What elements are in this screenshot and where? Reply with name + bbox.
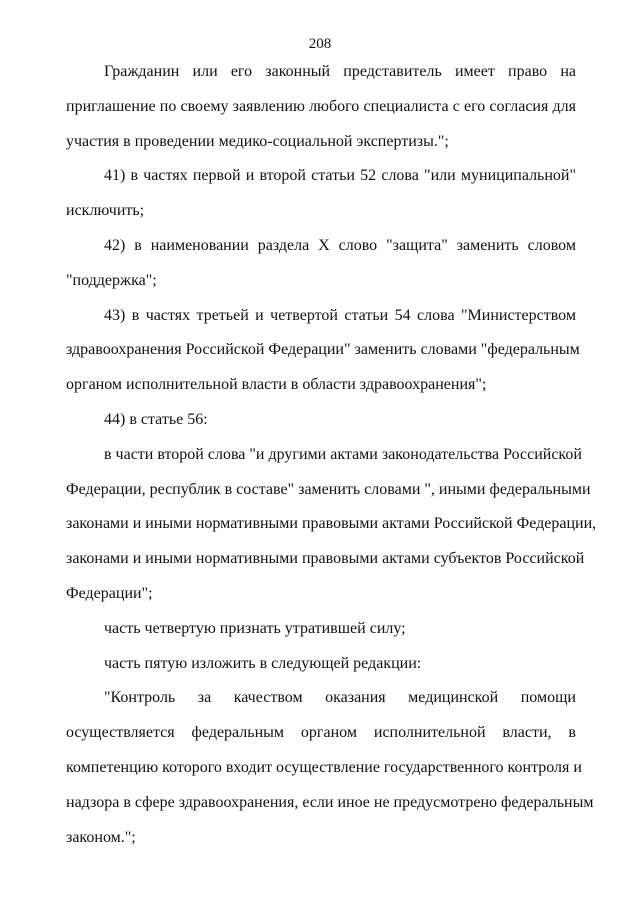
text-line-content: исключить; (66, 202, 145, 220)
text-line (66, 821, 576, 856)
text-line (66, 55, 576, 90)
text-line (66, 159, 576, 194)
text-line-content: часть четвертую признать утратившей силу; (104, 619, 406, 637)
text-line (66, 90, 576, 125)
text-line-content: Федерации, республик в составе" заменить словами ", иными федеральными (66, 480, 591, 498)
text-line-content: органом исполнительной власти в области здравоохранения"; (66, 376, 487, 394)
text-line (66, 264, 576, 299)
text-line-content: в части второй слова "и другими актами законодательства Российской (104, 445, 582, 463)
text-line (66, 368, 576, 403)
text-line-content: участия в проведении медико-социальной экспертизы."; (66, 132, 449, 150)
text-line (66, 194, 576, 229)
text-line-content: "поддержка"; (66, 271, 157, 289)
text-line (66, 542, 585, 577)
text-line (66, 751, 582, 786)
text-line (66, 716, 576, 751)
text-line-content: "Контроль за качеством оказания медицинской помощи (104, 689, 576, 707)
text-line (66, 577, 576, 612)
text-line (66, 125, 576, 160)
text-line-content: Федерации"; (66, 584, 153, 602)
paragraph (66, 438, 597, 612)
text-line-content: надзора в сфере здравоохранения, если иное не предусмотрено федеральным (66, 793, 594, 811)
text-line (66, 333, 580, 368)
text-line-content: законами и иными нормативными правовыми актами Российской Федерации, (66, 515, 597, 533)
paragraph (66, 403, 576, 438)
text-line-content: компетенцию которого входит осуществление государственного контроля и (66, 758, 582, 776)
text-line (66, 786, 594, 821)
paragraph (66, 299, 580, 403)
text-line (66, 438, 582, 473)
text-line-content: Гражданин или его законный представитель имеет право на (104, 63, 576, 80)
text-line-content: 43) в частях третьей и четвертой статьи 54 слова "Министерством (104, 306, 576, 324)
text-line-content: 44) в статье 56: (104, 410, 208, 428)
page-number: 208 (308, 36, 332, 52)
text-line-content: приглашение по своему заявлению любого специалиста с его согласия для (66, 97, 576, 115)
text-line (66, 299, 576, 334)
text-line (66, 612, 576, 647)
paragraph (66, 55, 576, 159)
text-line (66, 507, 597, 542)
paragraph (66, 159, 576, 229)
text-line-content: 42) в наименовании раздела X слово "защита" заменить словом (104, 236, 576, 254)
text-line-content: осуществляется федеральным органом исполнительной власти, в (66, 724, 576, 742)
text-line-content: часть пятую изложить в следующей редакции: (104, 654, 422, 672)
text-line (66, 647, 576, 682)
paragraph (66, 681, 594, 855)
text-line-content: законами и иными нормативными правовыми актами субъектов Российской (66, 550, 585, 568)
text-line-content: здравоохранения Российской Федерации" заменить словами "федеральным (66, 341, 580, 359)
text-line (66, 229, 576, 264)
text-line (66, 403, 576, 438)
paragraph (66, 229, 576, 299)
paragraph (66, 612, 576, 647)
document-body (66, 55, 597, 855)
text-line (66, 681, 576, 716)
text-line-content: законом."; (66, 828, 136, 846)
text-line-content: 41) в частях первой и второй статьи 52 слова "или муниципальной" (104, 167, 576, 185)
paragraph (66, 647, 576, 682)
text-line (66, 473, 591, 508)
